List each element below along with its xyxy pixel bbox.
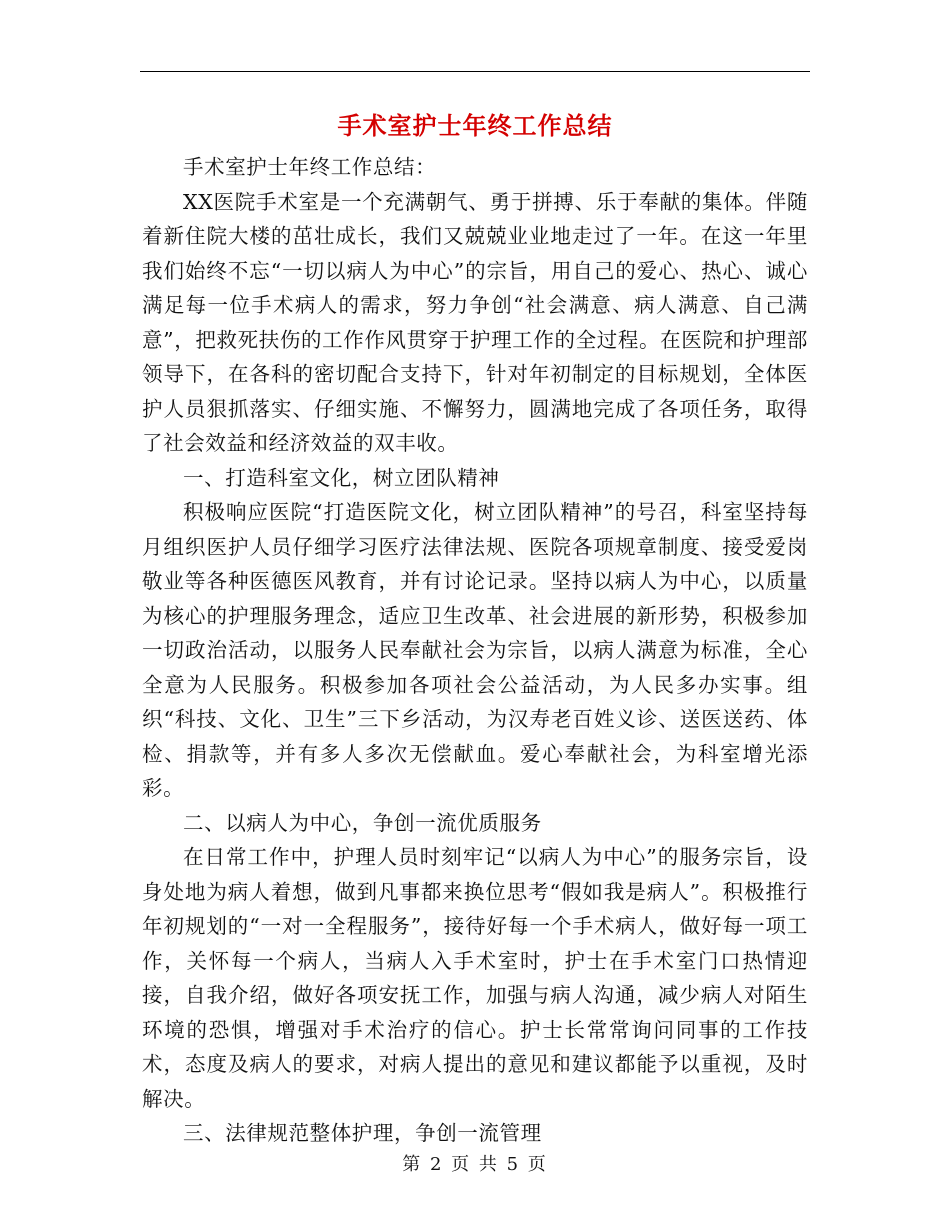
paragraph-section-1: 积极响应医院“打造医院文化，树立团队精神”的号召，科室坚持每月组织医护人员仔细学习医疗法律法规、医院各项规章制度、接受爱岗敬业等各种医德医风教育，并有讨论记录。坚持以病人为中心，以质量为核心的护理服务理念，适应卫生改革、社会进展的新形势，积极参加一切政治活动，以服务人民奉献社会为宗旨，以病人满意为标准，全心全意为人民服务。积极参加各项社会公益活动，为人民多办实事。组织“科技、文化、卫生”三下乡活动，为汉寿老百姓义诊、送医送药、体检、捐款等，并有多人多次无偿献血。爱心奉献社会，为科室增光添彩。 [142, 500, 808, 800]
section-heading-2: 二、以病人为中心，争创一流优质服务 [183, 810, 542, 835]
paragraph-section-2: 在日常工作中，护理人员时刻牢记“以病人为中心”的服务宗旨，设身处地为病人着想，做到凡事都来换位思考“假如我是病人”。积极推行年初规划的“一对一全程服务”，接待好每一个手术病人，做好每一项工作，关怀每一个病人，当病人入手术室时，护士在手术室门口热情迎接，自我介绍，做好各项安抚工作，加强与病人沟通，减少病人对陌生环境的恐惧，增强对手术治疗的信心。护士长常常询问同事的工作技术，态度及病人的要求，对病人提出的意见和建议都能予以重视，及时解决。 [142, 845, 808, 1111]
header-rule [140, 71, 810, 72]
section-heading-1: 一、打造科室文化，树立团队精神 [183, 465, 500, 490]
paragraph-overview: XX医院手术室是一个充满朝气、勇于拼搏、乐于奉献的集体。伴随着新住院大楼的茁壮成长，我们又兢兢业业地走过了一年。在这一年里我们始终不忘“一切以病人为中心”的宗旨，用自己的爱心、热心、诚心满足每一位手术病人的需求，努力争创“社会满意、病人满意、自己满意”，把救死扶伤的工作作风贯穿于护理工作的全过程。在医院和护理部领导下，在各科的密切配合支持下，针对年初制定的目标规划，全体医护人员狠抓落实、仔细实施、不懈努力，圆满地完成了各项任务，取得了社会效益和经济效益的双丰收。 [142, 189, 808, 455]
document-body [142, 150, 808, 1151]
page-number-footer: 第 2 页 共 5 页 [402, 1154, 548, 1175]
section-heading-3: 三、法律规范整体护理，争创一流管理 [183, 1121, 542, 1145]
document-title: 手术室护士年终工作总结 [337, 111, 613, 140]
paragraph-intro-label: 手术室护士年终工作总结： [183, 155, 437, 179]
